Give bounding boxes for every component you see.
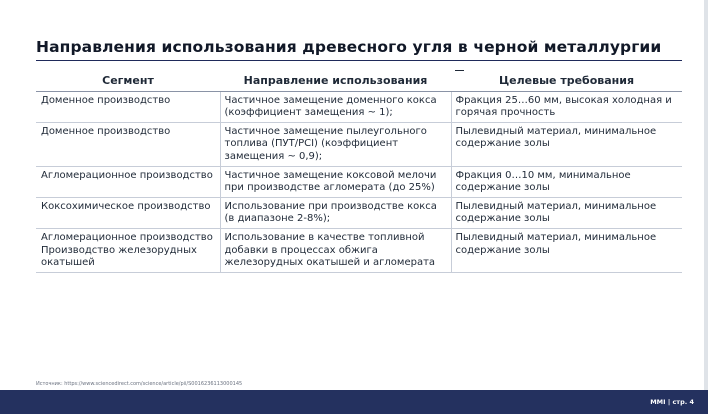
page-number: MMI | стр. 4 — [650, 398, 694, 406]
table-header-row — [36, 66, 682, 91]
header-segment: Сегмент — [36, 66, 220, 91]
table-header — [36, 66, 682, 91]
cell-requirements: Пылевидный материал, минимальное содержание золы — [451, 122, 682, 166]
cell-usage: Использование в качестве топливной добавки в процессах обжига железорудных окатышей и агломерата — [220, 228, 451, 272]
table-row — [36, 122, 682, 166]
cell-usage: Частичное замещение доменного кокса (коэффициент замещения ~ 1); — [220, 91, 451, 122]
cell-segment: Агломерационное производство — [36, 166, 220, 197]
cell-requirements: Пылевидный материал, минимальное содержание золы — [451, 197, 682, 228]
cell-requirements: Пылевидный материал, минимальное содержание золы — [451, 228, 682, 272]
title-underline — [36, 60, 682, 61]
table-body — [36, 91, 682, 272]
footer-bar — [0, 390, 708, 414]
table-row — [36, 91, 682, 122]
slide-title: Направления использования древесного угля в черной металлургии — [36, 38, 662, 56]
cell-requirements: Фракция 0…10 мм, минимальное содержание золы — [451, 166, 682, 197]
usage-table — [36, 66, 682, 273]
table-row — [36, 166, 682, 197]
header-usage: Направление использования — [220, 66, 451, 91]
cell-segment: Доменное производство — [36, 122, 220, 166]
cell-requirements: Фракция 25…60 мм, высокая холодная и горячая прочность — [451, 91, 682, 122]
cell-usage: Частичное замещение пылеугольного топлива (ПУТ/PCI) (коэффициент замещения ~ 0,9); — [220, 122, 451, 166]
header-requirements: Целевые требования — [451, 66, 682, 91]
cell-usage: Частичное замещение коксовой мелочи при производстве агломерата (до 25%) — [220, 166, 451, 197]
cell-segment: Агломерационное производство Производство железорудных окатышей — [36, 228, 220, 272]
cell-usage: Использование при производстве кокса (в диапазоне 2-8%); — [220, 197, 451, 228]
table-row — [36, 197, 682, 228]
cell-segment: Доменное производство — [36, 91, 220, 122]
table-row — [36, 228, 682, 272]
cell-segment: Коксохимическое производство — [36, 197, 220, 228]
source-citation: Источник: https://www.sciencedirect.com/science/article/pii/S0016236113000145 — [36, 381, 243, 387]
